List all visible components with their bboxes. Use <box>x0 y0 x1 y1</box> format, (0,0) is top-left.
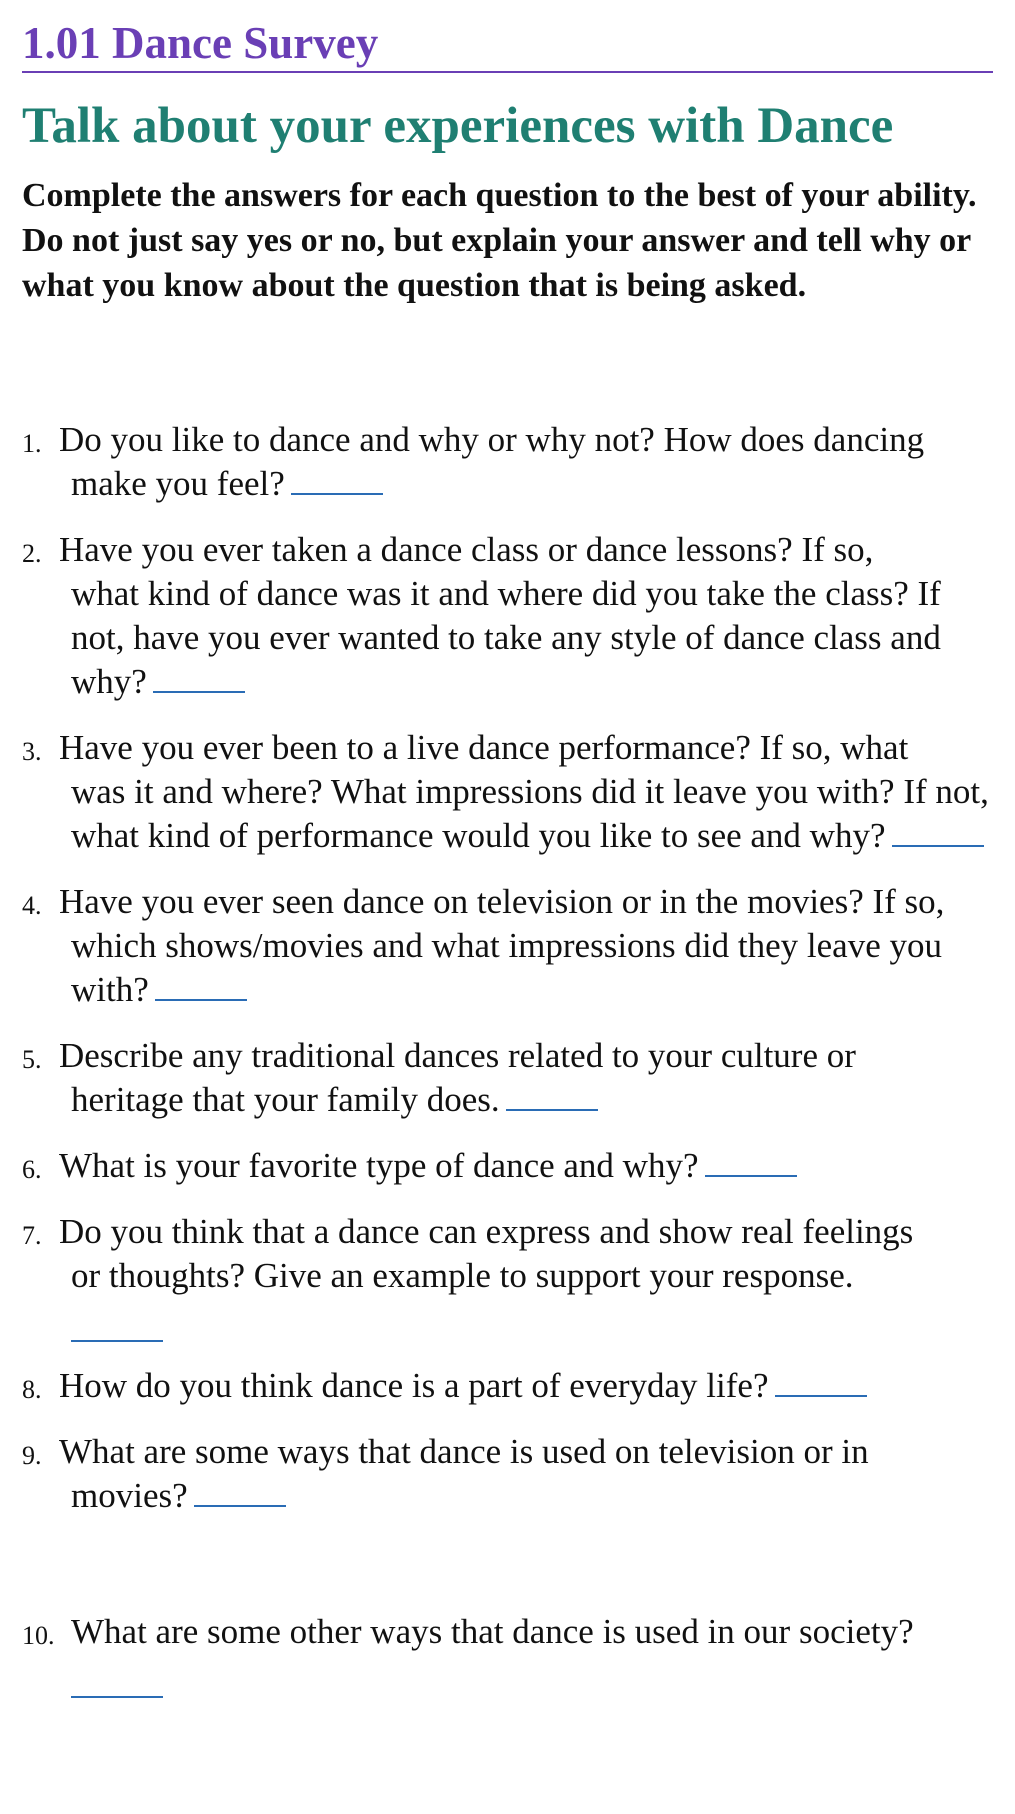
answer-field-3[interactable] <box>892 817 984 847</box>
question-number: 7. <box>22 1221 42 1250</box>
question-8 <box>22 1364 997 1408</box>
question-text-line-1: What are some ways that dance is used on television or in <box>59 1432 869 1471</box>
answer-field-5[interactable] <box>506 1081 598 1111</box>
question-6 <box>22 1144 997 1188</box>
question-number: 4. <box>22 891 42 920</box>
answer-field-10[interactable] <box>71 1660 163 1698</box>
question-text-line-1: How do you think dance is a part of everyday life? <box>59 1366 769 1405</box>
question-text: was it and where? What impressions did it leave you with? If not, what kind of performance would you like to see and why? <box>71 772 989 855</box>
question-3 <box>22 726 997 858</box>
answer-field-2[interactable] <box>153 663 245 693</box>
answer-field-7[interactable] <box>71 1304 163 1342</box>
survey-header <box>22 0 993 73</box>
answer-field-1[interactable] <box>291 465 383 495</box>
question-7 <box>22 1210 997 1342</box>
question-number: 2. <box>22 539 42 568</box>
question-text: heritage that your family does. <box>71 1080 500 1119</box>
question-list <box>22 418 997 1698</box>
question-4 <box>22 880 997 1012</box>
question-text: movies? <box>71 1476 188 1515</box>
answer-field-6[interactable] <box>705 1147 797 1177</box>
question-text-line-1: What are some other ways that dance is used in our society? <box>71 1612 914 1651</box>
question-2 <box>22 528 997 704</box>
question-text: or thoughts? Give an example to support your response. <box>71 1256 854 1295</box>
question-number: 8. <box>22 1375 42 1404</box>
question-text-line-1: What is your favorite type of dance and why? <box>59 1146 699 1185</box>
question-1 <box>22 418 997 506</box>
question-number: 6. <box>22 1155 42 1184</box>
question-text-line-1: Do you think that a dance can express and show real feelings <box>59 1212 914 1251</box>
question-5 <box>22 1034 997 1122</box>
question-number: 3. <box>22 737 42 766</box>
answer-field-8[interactable] <box>775 1367 867 1397</box>
question-number: 9. <box>22 1441 42 1470</box>
instructions-paragraph: Complete the answers for each question to the best of your ability. Do not just say yes or no, but explain your answer and tell why or what you know about the question that is being asked. <box>22 176 977 304</box>
question-10 <box>22 1610 997 1698</box>
question-text-line-1: Have you ever seen dance on television or in the movies? If so, <box>59 882 945 921</box>
question-text: which shows/movies and what impressions did they leave you with? <box>71 926 942 1009</box>
question-text-line-1: Do you like to dance and why or why not? How does dancing <box>59 420 925 459</box>
question-number: 1. <box>22 429 42 458</box>
question-number: 10. <box>22 1621 55 1650</box>
question-text-line-1: Have you ever been to a live dance performance? If so, what <box>59 728 909 767</box>
question-text-line-1: Have you ever taken a dance class or dance lessons? If so, <box>59 530 874 569</box>
question-number: 5. <box>22 1045 42 1074</box>
answer-field-4[interactable] <box>155 971 247 1001</box>
section-subtitle: Talk about your experiences with Dance <box>22 98 894 155</box>
question-text: make you feel? <box>71 464 285 503</box>
answer-field-9[interactable] <box>194 1477 286 1507</box>
survey-title: 1.01 Dance Survey <box>22 18 379 68</box>
question-text-line-1: Describe any traditional dances related to your culture or <box>59 1036 856 1075</box>
question-9 <box>22 1430 997 1518</box>
question-text: what kind of dance was it and where did you take the class? If not, have you ever wanted to take any style of dance class and why? <box>71 574 941 701</box>
